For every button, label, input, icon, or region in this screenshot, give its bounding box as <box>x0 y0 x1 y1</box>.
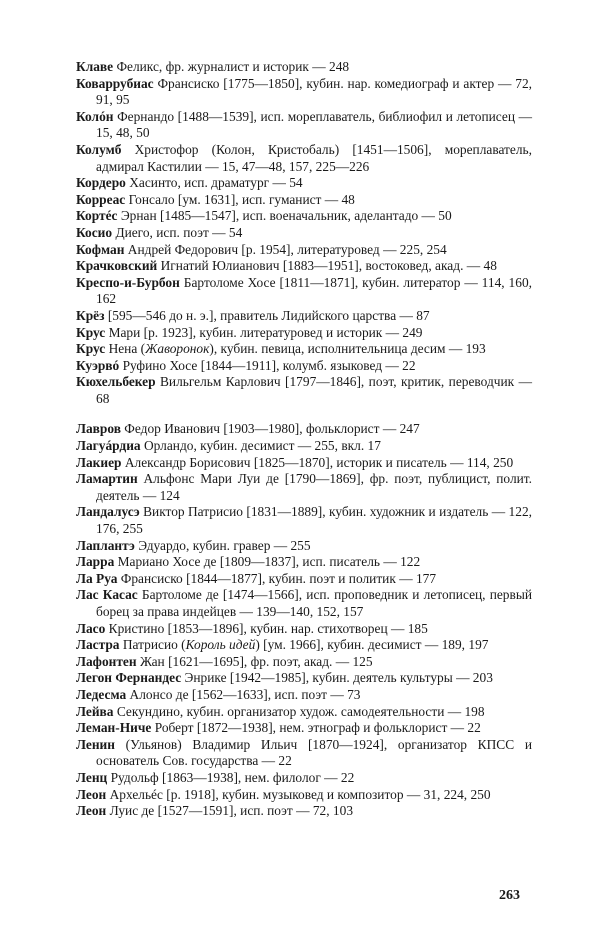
entry-name: Косио <box>76 224 113 240</box>
index-entry <box>76 670 532 687</box>
entry-name: Леон <box>76 786 107 802</box>
entry-text: Христофор (Колон, Кристобаль) [1451—1506], мореплаватель, адмирал Кастилии — 15, 47—48, 157, 225—226 <box>96 141 532 174</box>
entry-name: Корреас <box>76 191 126 207</box>
index-entry <box>76 142 532 175</box>
index-entry <box>76 621 532 638</box>
entry-text: Федор Иванович [1903—1980], фольклорист — 247 <box>120 421 420 437</box>
index-entry <box>76 587 532 620</box>
entry-name: Кордеро <box>76 175 126 191</box>
entry-name: Колумб <box>76 141 122 157</box>
entry-text: Руфино Хосе [1844—1911], колумб. языковед — 22 <box>119 357 416 373</box>
entry-text: Бартоломе Хосе [1811—1871], кубин. литератор — 114, 160, 162 <box>96 274 532 307</box>
index-entry <box>76 275 532 308</box>
page-number: 263 <box>499 888 520 903</box>
index-entry <box>76 225 532 242</box>
entry-name: Кофман <box>76 241 125 257</box>
entry-name: Ленц <box>76 769 108 785</box>
index-entry <box>76 554 532 571</box>
index-entry <box>76 59 532 76</box>
entry-name: Ла Руа <box>76 570 118 586</box>
entry-text-cont: ), кубин. певица, исполнительница десим — 193 <box>209 341 486 357</box>
index-entry <box>76 704 532 721</box>
entry-text: Мариано Хосе де [1809—1837], исп. писатель — 122 <box>114 554 421 570</box>
entry-name: Ластра <box>76 637 120 653</box>
index-entry <box>76 325 532 342</box>
entry-text: Феликс, фр. журналист и историк — 248 <box>113 59 350 74</box>
entry-name: Лейва <box>76 703 114 719</box>
index-entry <box>76 438 532 455</box>
index-entry <box>76 308 532 325</box>
index-entry <box>76 258 532 275</box>
entry-text: Альфонс Мари Луи де [1790—1869], фр. поэт, публицист, полит. деятель — 124 <box>96 471 532 503</box>
entry-text: Орландо, кубин. десимист — 255, вкл. 17 <box>140 438 381 454</box>
entry-text: Игнатий Юлианович [1883—1951], востоковед, акад. — 48 <box>157 258 497 274</box>
entry-text: Хасинто, исп. драматург — 54 <box>125 175 303 191</box>
entry-text: Александр Борисович [1825—1870], историк и писатель — 114, 250 <box>121 454 514 470</box>
entry-name: Креспо-и-Бурбон <box>76 274 180 290</box>
entry-text: Эрнан [1485—1547], исп. военачальник, аделантадо — 50 <box>117 208 452 224</box>
index-entry <box>76 720 532 737</box>
index-entry <box>76 687 532 704</box>
entry-text: Рудольф [1863—1938], нем. филолог — 22 <box>107 769 355 785</box>
entry-name: Крус <box>76 324 106 340</box>
section-gap <box>76 407 532 421</box>
entry-name: Ларра <box>76 554 115 570</box>
entry-text: [595—546 до н. э.], правитель Лидийского царства — 87 <box>104 307 430 323</box>
entry-text: Нена ( <box>105 341 146 357</box>
entry-name: Крёз <box>76 307 105 323</box>
entry-text: Кристино [1853—1896], кубин. нар. стихотворец — 185 <box>105 620 428 636</box>
entry-name: Ландалусэ <box>76 504 140 520</box>
entry-name: Легон Фернандес <box>76 670 182 686</box>
entry-name: Кортéс <box>76 208 118 224</box>
index-entry <box>76 455 532 472</box>
entry-text: Луис де [1527—1591], исп. поэт — 72, 103 <box>106 803 354 819</box>
entry-name: Куэрвó <box>76 357 120 373</box>
index-entry <box>76 109 532 142</box>
entry-text: Секундино, кубин. организатор худож. самодеятельности — 198 <box>113 703 485 719</box>
index-entry <box>76 421 532 438</box>
entry-name: Лаплантэ <box>76 537 135 553</box>
entry-name: Кюхельбекер <box>76 374 156 390</box>
index-entry <box>76 76 532 109</box>
entry-name: Крачковский <box>76 258 158 274</box>
entry-name: Ледесма <box>76 686 127 702</box>
entry-name: Лакиер <box>76 454 122 470</box>
index-page <box>76 59 532 820</box>
entry-name: Крус <box>76 341 106 357</box>
index-entry <box>76 504 532 537</box>
entry-text: Диего, исп. поэт — 54 <box>112 224 243 240</box>
entry-text: Виктор Патрисио [1831—1889], кубин. художник и издатель — 122, 176, 255 <box>96 504 532 537</box>
index-entry <box>76 471 532 504</box>
index-entry <box>76 341 532 358</box>
entry-text: Мари [р. 1923], кубин. литературовед и историк — 249 <box>105 324 423 340</box>
index-entry <box>76 192 532 209</box>
entry-text: Архельéс [р. 1918], кубин. музыковед и композитор — 31, 224, 250 <box>106 786 491 802</box>
entry-name: Ламартин <box>76 471 138 487</box>
entry-nickname: Жаворонок <box>145 341 210 357</box>
entry-text: Гонсало [ум. 1631], исп. гуманист — 48 <box>125 191 355 207</box>
entry-text: Патрисио ( <box>119 637 186 653</box>
entry-text: Андрей Федорович [р. 1954], литературовед — 225, 254 <box>124 241 447 257</box>
entry-text: Жан [1621—1695], фр. поэт, акад. — 125 <box>136 653 373 669</box>
index-entry <box>76 538 532 555</box>
index-entry <box>76 787 532 804</box>
index-entry <box>76 358 532 375</box>
entry-text: Франсиско [1844—1877], кубин. поэт и политик — 177 <box>117 570 437 586</box>
entry-name: Лас Касас <box>76 587 138 603</box>
entry-text: (Ульянов) Владимир Ильич [1870—1924], организатор КПСС и основатель Сов. государства — 22 <box>96 736 532 769</box>
entry-text: Роберт [1872—1938], нем. этнограф и фольклорист — 22 <box>151 720 481 736</box>
entry-nickname: Король идей <box>185 637 256 653</box>
index-entry <box>76 737 532 770</box>
entry-name: Колóн <box>76 108 114 124</box>
entry-name: Леман-Ниче <box>76 720 152 736</box>
index-entry <box>76 654 532 671</box>
index-entry <box>76 571 532 588</box>
entry-text: Алонсо де [1562—1633], исп. поэт — 73 <box>126 686 361 702</box>
entry-text: Франсиско [1775—1850], кубин. нар. комедиограф и актер — 72, 91, 95 <box>96 75 532 108</box>
entry-text: Бартоломе де [1474—1566], исп. проповедник и летописец, первый борец за права индейцев — 139—140, 152, 157 <box>96 587 532 619</box>
entry-text: Эдуардо, кубин. гравер — 255 <box>134 537 311 553</box>
index-section-k <box>76 59 532 407</box>
index-entry <box>76 175 532 192</box>
index-entry <box>76 770 532 787</box>
index-entry <box>76 637 532 654</box>
index-entry <box>76 242 532 259</box>
entry-name: Ленин <box>76 736 115 752</box>
index-entry <box>76 374 532 407</box>
entry-name: Лафонтен <box>76 653 137 669</box>
entry-name: Коваррубиас <box>76 75 154 91</box>
entry-text: Фернандо [1488—1539], исп. мореплаватель, библиофил и летописец — 15, 48, 50 <box>96 108 532 141</box>
index-entry <box>76 803 532 820</box>
entry-name: Клаве <box>76 59 114 74</box>
entry-text: Вильгельм Карлович [1797—1846], поэт, критик, переводчик — 68 <box>96 374 532 406</box>
entry-text: Энрике [1942—1985], кубин. деятель культуры — 203 <box>181 670 493 686</box>
entry-name: Лагуáрдиа <box>76 438 141 454</box>
entry-name: Леон <box>76 803 107 819</box>
entry-name: Ласо <box>76 620 106 636</box>
index-section-l <box>76 421 532 819</box>
entry-text-cont: ) [ум. 1966], кубин. десимист — 189, 197 <box>255 637 489 653</box>
entry-name: Лавров <box>76 421 121 437</box>
index-entry <box>76 208 532 225</box>
